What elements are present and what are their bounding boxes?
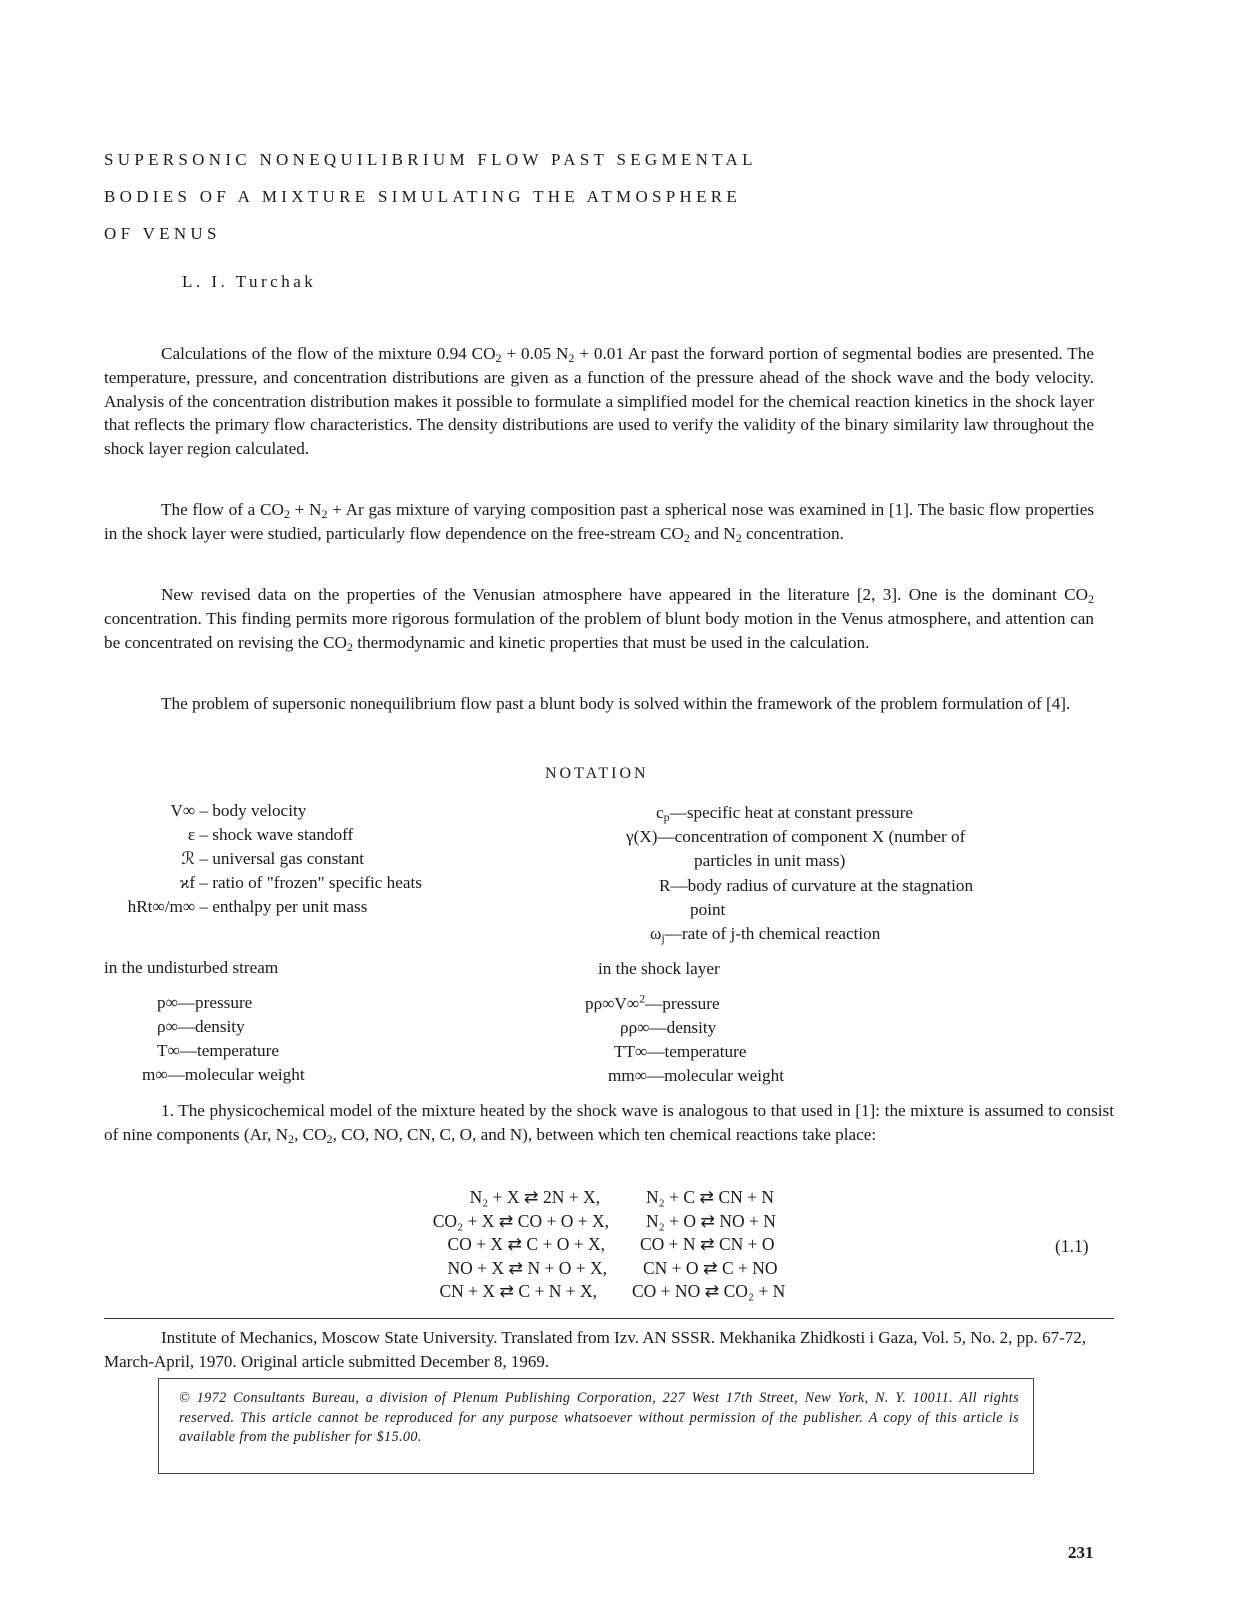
section-1-text: 1. The physicochemical model of the mixture heated by the shock wave is analogous to that used in [1]: the mixture is assumed to consist of nine components (Ar, $N_2$, $CO_2$, CO, NO, CN, C, O, and N), between which ten chemical reactions take place: [104,1101,1114,1146]
equation-left: N₂ + X ⇄ 2N + X, [469,1187,600,1207]
stream-item: ρ∞—density [157,1017,245,1036]
shock-item: pρ∞V∞$^2$—pressure [585,991,720,1013]
shock-item: ρρ∞—density [620,1018,717,1037]
notation-item: ε – shock wave standoff [187,825,354,844]
equation-right: N₂ + C ⇄ CN + N [646,1187,775,1207]
stream-item: p∞—pressure [157,993,253,1012]
undisturbed-stream-label: in the undisturbed stream [104,958,279,977]
equation-right: CO + NO ⇄ CO₂ + N [632,1281,786,1301]
notation-item: hRt∞/m∞ – enthalpy per unit mass [127,897,368,916]
paragraph-2: The flow of a $CO_2 + N_2 + Ar$ gas mixture of varying composition past a spherical nose was examined in [1]. The basic flow properties in the shock layer were studied, particularly flow dependence on the free-stream $CO_2$ and $N_2$ concentration. [104,500,1095,545]
notation-item: ℛ – universal gas constant [181,849,365,868]
equation-left: NO + X ⇄ N + O + X, [447,1257,607,1278]
notation-heading: NOTATION [545,765,649,782]
affiliation-footnote: Institute of Mechanics, Moscow State University. Translated from Izv. AN SSSR. Mekhanika Zhidkosti i Gaza, Vol. 5, No. 2, pp. 67-72, March-April, 1970. Original article submitted December 8, 1969. [104,1328,1086,1371]
equation-right: N₂ + O ⇄ NO + N [646,1210,776,1231]
notation-item-continuation: particles in unit mass) [694,851,846,870]
notation-item: V∞ – body velocity [170,801,307,820]
article-title-line-1: SUPERSONIC NONEQUILIBRIUM FLOW PAST SEGMENTAL [104,150,757,169]
page-number: 231 [1068,1543,1094,1562]
equation-left: CN + X ⇄ C + N + X, [439,1281,597,1301]
article-title-line-2: BODIES OF A MIXTURE SIMULATING THE ATMOSPHERE [104,187,742,206]
notation-item: ϰf – ratio of "frozen" specific heats [179,873,422,892]
article-title-line-3: OF VENUS [104,224,221,243]
paragraph-4: The problem of supersonic nonequilibrium flow past a blunt body is solved within the framework of the problem formulation of [4]. [161,694,1071,713]
footnote-rule [104,1318,1114,1319]
equation-left: CO + X ⇄ C + O + X, [447,1234,605,1254]
notation-item: $\omega_j—rate$ of j-th chemical reaction [650,924,881,945]
copyright-box [158,1378,1034,1474]
copyright-notice: © 1972 Consultants Bureau, a division of Plenum Publishing Corporation, 227 West 17th Street, New York, N. Y. 10011. All rights reserved. This article cannot be reproduced for any purpose whatsoever without permission of the publisher. A copy of this article is available from the publisher for $15.00. [179,1390,1019,1445]
paragraph-3: New revised data on the properties of the Venusian atmosphere have appeared in the literature [2, 3]. One is the dominant $CO_2$ concentration. This finding permits more rigorous formulation of the problem of blunt body motion in the Venus atmosphere, and attention can be concentrated on revising the $CO_2$ thermodynamic and kinetic properties that must be used in the calculation. [104,585,1094,654]
stream-item: m∞—molecular weight [142,1065,305,1084]
shock-item: TT∞—temperature [614,1042,747,1061]
stream-item: T∞—temperature [157,1041,280,1060]
author: L. I. Turchak [182,272,317,291]
equation-number: (1.1) [1055,1236,1089,1256]
shock-item: mm∞—molecular weight [608,1066,784,1085]
reaction-equations [0,1186,1245,1306]
notation-right-list [0,801,1245,951]
notation-item: γ(X)—concentration of component X (number of [626,827,966,846]
notation-item: $c_p—specific$ heat at constant pressure [656,803,914,824]
equation-right: CO + N ⇄ CN + O [640,1234,775,1254]
abstract: Calculations of the flow of the mixture 0.94 $CO_2 + 0.05$ $N_2 + 0.01$ Ar past the forward portion of segmental bodies are presented. The temperature, pressure, and concentration distributions are given as a function of the pressure ahead of the shock wave and the body velocity. Analysis of the concentration distribution makes it possible to formulate a simplified model for the chemical reaction kinetics in the shock layer that reflects the primary flow characteristics. The density distributions are used to verify the validity of the binary similarity law throughout the shock layer region calculated. [104,344,1095,459]
notation-item: R—body radius of curvature at the stagnation [659,876,974,895]
shock-layer-label: in the shock layer [598,959,720,978]
equation-right: CN + O ⇄ C + NO [643,1257,778,1278]
notation-item-continuation: point [690,900,726,919]
equation-left: CO₂ + X ⇄ CO + O + X, [432,1210,609,1231]
